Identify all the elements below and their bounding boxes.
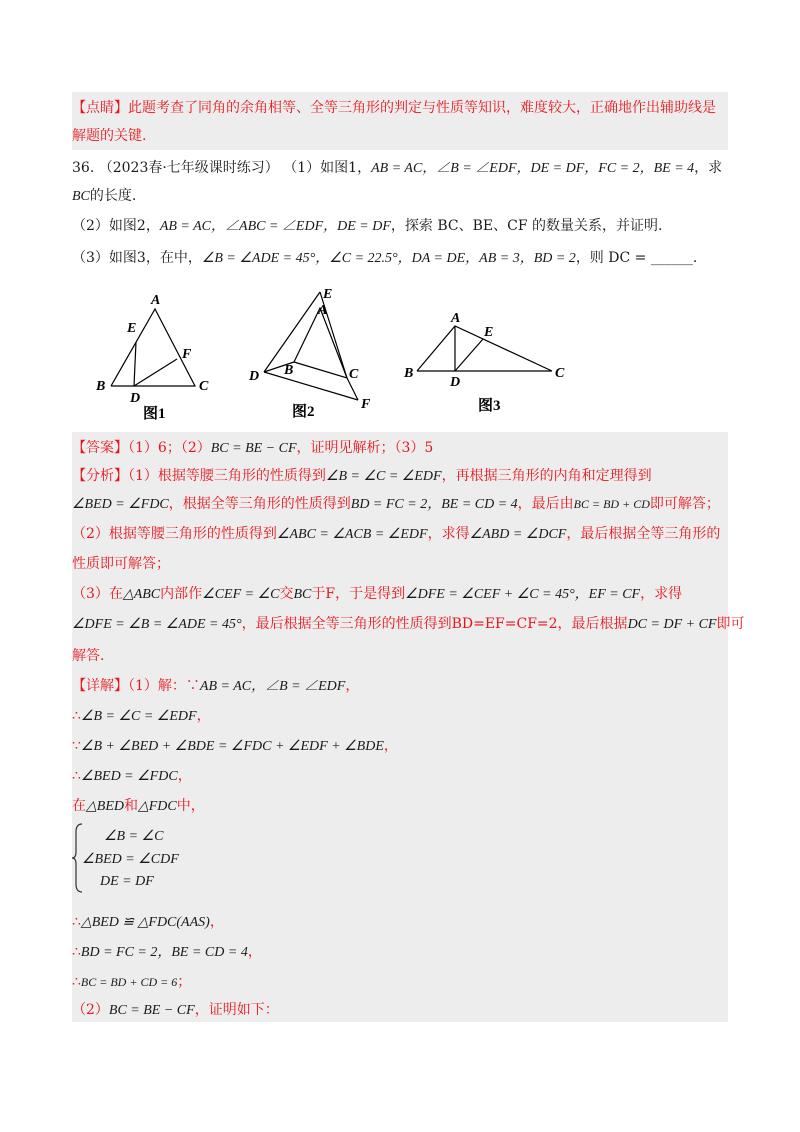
detail-l8-b: ； xyxy=(177,974,192,990)
q1-line2-text: 的长度. xyxy=(89,188,137,204)
fig2-label-d: D xyxy=(249,369,260,384)
fig1-label-e: E xyxy=(127,321,137,336)
fig3-caption: 图3 xyxy=(478,398,501,414)
analysis-l5-math-1: △ABC xyxy=(122,587,161,602)
analysis-l3-math-2: ∠ABD = ∠DCF xyxy=(469,527,567,542)
analysis-l1-b: ，再根据三角形的内角和定理得到 xyxy=(441,468,652,484)
q2-prefix: （2）如图2， xyxy=(72,218,160,234)
detail-l6-math: △BED ≌ △FDC(AAS) xyxy=(80,915,210,930)
system-eq-1: ∠B = ∠C xyxy=(104,829,164,844)
q3-prefix: （3）如图3，在中， xyxy=(72,250,202,266)
analysis-l3-c: ，最后根据全等三角形的 xyxy=(566,526,721,542)
fig2-label-f: F xyxy=(361,397,371,412)
answer-math: BC = BE − CF xyxy=(210,441,297,456)
detail-l3-math: ∠B + ∠BED + ∠BDE = ∠FDC + ∠EDF + ∠BDE xyxy=(80,739,384,754)
fig2-label-a: A xyxy=(318,303,328,318)
detail-l1-a: （1）解：∵ xyxy=(128,678,200,694)
problem-q2 xyxy=(72,216,728,237)
detail-line-5 xyxy=(72,796,728,817)
analysis-line-5 xyxy=(72,584,728,605)
fig3-label-b: B xyxy=(404,366,414,381)
fig1-label-f: F xyxy=(182,347,192,362)
analysis-line-2 xyxy=(72,494,728,515)
analysis-l6-a: ，最后根据全等三角形的性质得到BD=EF=CF=2，最后根据 xyxy=(241,616,628,632)
q3-suffix: ，则 DC = ______. xyxy=(575,250,698,266)
detail-l4-a: ∴ xyxy=(72,768,81,784)
q2-math: AB = AC，∠ABC = ∠EDF，DE = DF xyxy=(159,219,391,234)
analysis-l5-e: ，求得 xyxy=(640,586,683,602)
fig3-segment-de xyxy=(455,339,483,371)
detail-line-4 xyxy=(72,766,728,787)
answer-part-1: （1）6；（2） xyxy=(128,440,211,456)
analysis-l5-c: 交 xyxy=(279,586,294,602)
detail-l1-b: ， xyxy=(345,678,360,694)
analysis-l6-math-2: DC = DF + CF xyxy=(627,617,717,632)
detail-l7-math: BD = FC = 2，BE = CD = 4 xyxy=(80,945,248,960)
fig2-label-c: C xyxy=(349,367,359,382)
q1-line2-math: BC xyxy=(72,189,90,204)
figure-2 xyxy=(264,292,358,400)
answer-line xyxy=(72,438,728,459)
system-eq-2: ∠BED = ∠CDF xyxy=(82,852,179,867)
analysis-line-7: 解答. xyxy=(72,648,105,664)
fig2-segment-de xyxy=(264,292,320,372)
answer-tag: 【答案】 xyxy=(72,440,128,456)
detail-l4-b: ， xyxy=(177,768,192,784)
fig3-label-e: E xyxy=(484,325,494,340)
detail-line-8 xyxy=(72,972,728,992)
detail-line-9 xyxy=(72,1000,728,1021)
detail-l7-b: ， xyxy=(247,944,262,960)
detail-l9-b: ，证明如下： xyxy=(194,1002,279,1018)
detail-line-1 xyxy=(72,676,728,697)
analysis-tag: 【分析】 xyxy=(72,468,128,484)
system-eq-3: DE = DF xyxy=(100,874,154,889)
fig1-label-b: B xyxy=(96,379,106,394)
fig3-label-c: C xyxy=(555,366,565,381)
detail-l5-a: 在 xyxy=(72,798,86,814)
q1-prefix: （1）如图1， xyxy=(283,160,372,176)
detail-l4-math: ∠BED = ∠FDC xyxy=(80,769,178,784)
analysis-l2-math-3: BC = BD + CD xyxy=(573,497,650,511)
detail-l2-math: ∠B = ∠C = ∠EDF xyxy=(80,709,197,724)
problem-q3 xyxy=(72,248,728,269)
analysis-l5-math-4: ∠DFE = ∠CEF + ∠C = 45°，EF = CF xyxy=(405,587,641,602)
answer-part-2: ，证明见解析；（3）5 xyxy=(296,440,434,456)
fig1-label-d: D xyxy=(130,391,141,406)
detail-line-3 xyxy=(72,736,728,757)
analysis-line-1 xyxy=(72,466,728,487)
fig3-label-a: A xyxy=(451,311,461,326)
detail-l3-a: ∵ xyxy=(72,738,81,754)
analysis-l6-math-1: ∠DFE = ∠B = ∠ADE = 45° xyxy=(72,617,242,632)
problem-number: 36. xyxy=(72,160,95,176)
detail-tag: 【详解】 xyxy=(72,678,128,694)
analysis-l3-b: ，求得 xyxy=(427,526,470,542)
analysis-l2-c: 即可解答； xyxy=(649,496,720,512)
analysis-l5-a: （3）在 xyxy=(72,586,123,602)
fig2-segment-df xyxy=(264,372,358,400)
detail-line-6 xyxy=(72,912,728,933)
detail-l8-a: ∴ xyxy=(72,974,81,990)
fig1-label-c: C xyxy=(199,379,209,394)
fig2-label-e: E xyxy=(323,287,333,302)
detail-line-2 xyxy=(72,706,728,727)
problem-source: （2023春·七年级课时练习） xyxy=(98,160,279,176)
fig2-caption: 图2 xyxy=(292,404,315,420)
detail-line-7 xyxy=(72,942,728,963)
figures xyxy=(0,282,800,432)
comment-line-2: 解题的关键. xyxy=(72,128,147,144)
analysis-l5-d: 于F，于是得到 xyxy=(311,586,406,602)
analysis-l2-math-2: BD = FC = 2，BE = CD = 4 xyxy=(350,497,518,512)
detail-l8-math: BC = BD + CD = 6 xyxy=(80,975,178,989)
detail-l1-math: AB = AC，∠B = ∠EDF xyxy=(199,679,346,694)
analysis-l5-math-2: ∠CEF = ∠C xyxy=(202,587,280,602)
fig1-segment-de xyxy=(134,342,136,386)
analysis-line-4: 性质即可解答； xyxy=(72,556,170,572)
analysis-l5-b: 内部作 xyxy=(160,586,203,602)
analysis-l2-a: ，根据全等三角形的性质得到 xyxy=(168,496,351,512)
detail-l6-b: ， xyxy=(209,914,224,930)
detail-l5-math-2: △FDC xyxy=(137,799,177,814)
fig1-segment-df xyxy=(134,359,177,386)
fig1-caption: 图1 xyxy=(143,406,166,422)
detail-l5-b: 和 xyxy=(123,798,138,814)
analysis-l6-b: 即可 xyxy=(716,616,745,632)
analysis-l2-b: ，最后由 xyxy=(517,496,574,512)
q1-suffix: ，求 xyxy=(694,160,723,176)
fig2-label-b: B xyxy=(284,363,294,378)
detail-l9-a: （2） xyxy=(72,1002,109,1018)
detail-l5-math-1: △BED xyxy=(86,799,124,814)
problem-q1-line2 xyxy=(72,186,728,207)
analysis-line-3 xyxy=(72,524,728,545)
solution-band xyxy=(72,432,728,1022)
analysis-l2-math-1: ∠BED = ∠FDC xyxy=(72,497,169,512)
analysis-l1-a: （1）根据等腰三角形的性质得到 xyxy=(128,468,326,484)
detail-l6-a: ∴ xyxy=(72,914,81,930)
fig1-label-a: A xyxy=(151,293,161,308)
detail-l2-a: ∴ xyxy=(72,708,81,724)
detail-l9-math: BC = BE − CF xyxy=(108,1003,195,1018)
problem-q1 xyxy=(72,158,728,179)
detail-l5-c: 中， xyxy=(176,798,205,814)
analysis-l1-math: ∠B = ∠C = ∠EDF xyxy=(325,469,442,484)
detail-l3-b: ， xyxy=(383,738,398,754)
analysis-l5-math-3: BC xyxy=(293,587,312,602)
analysis-l3-a: （2）根据等腰三角形的性质得到 xyxy=(72,526,277,542)
analysis-line-6 xyxy=(72,614,745,635)
analysis-l3-math-1: ∠ABC = ∠ACB = ∠EDF xyxy=(276,527,428,542)
q2-suffix: ，探索 BC、BE、CF 的数量关系，并证明. xyxy=(390,218,663,234)
q3-math: ∠B = ∠ADE = 45°，∠C = 22.5°，DA = DE，AB = 3，BD = 2 xyxy=(201,251,576,266)
detail-l7-a: ∴ xyxy=(72,944,81,960)
detail-l2-b: ， xyxy=(196,708,211,724)
q1-math: AB = AC，∠B = ∠EDF，DE = DF，FC = 2，BE = 4 xyxy=(371,161,695,176)
comment-line-1: 【点睛】此题考查了同角的余角相等、全等三角形的判定与性质等知识，难度较大，正确地作出辅助线是 xyxy=(72,100,716,116)
fig3-label-d: D xyxy=(450,375,461,390)
